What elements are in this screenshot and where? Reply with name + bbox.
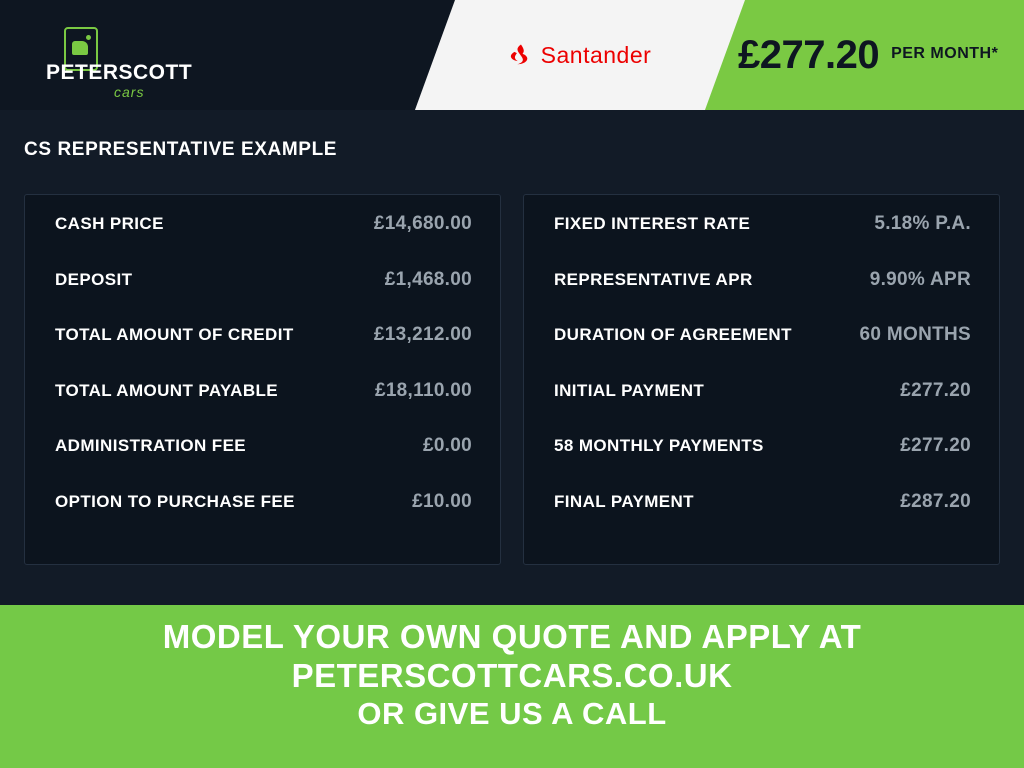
row-value: £287.20 xyxy=(900,490,971,512)
row-value: 9.90% APR xyxy=(869,268,971,290)
row-value: £13,212.00 xyxy=(373,324,472,345)
header xyxy=(0,0,1024,110)
row-value: £0.00 xyxy=(422,435,472,456)
table-row xyxy=(55,269,472,325)
table-row xyxy=(55,380,472,436)
monthly-price-period: PER MONTH* xyxy=(891,45,999,62)
row-label: CASH PRICE xyxy=(55,214,164,233)
row-value: £10.00 xyxy=(412,490,472,512)
call-to-action-banner[interactable] xyxy=(0,605,1024,768)
page-title: CS REPRESENTATIVE EXAMPLE xyxy=(24,139,338,160)
main-content xyxy=(0,110,1024,605)
row-label: DURATION OF AGREEMENT xyxy=(554,325,792,344)
table-row xyxy=(55,324,472,380)
table-row xyxy=(554,213,971,269)
table-row xyxy=(55,491,472,547)
row-label: DEPOSIT xyxy=(55,269,133,289)
dealer-logo[interactable] xyxy=(22,18,262,100)
row-label: FIXED INTEREST RATE xyxy=(554,214,751,233)
row-label: ADMINISTRATION FEE xyxy=(55,436,247,455)
row-value: 5.18% P.A. xyxy=(874,213,971,234)
lender-panel xyxy=(415,0,745,110)
cta-line-3: OR GIVE US A CALL xyxy=(357,695,667,731)
table-row xyxy=(554,491,971,547)
dealer-logo-text: PETERSCOTT xyxy=(46,61,193,84)
dealer-logo-subtext: cars xyxy=(114,84,145,100)
table-row xyxy=(55,435,472,491)
row-label: FINAL PAYMENT xyxy=(554,491,694,511)
cta-line-1: MODEL YOUR OWN QUOTE AND APPLY AT xyxy=(162,618,862,655)
row-label: INITIAL PAYMENT xyxy=(554,380,705,400)
monthly-price-amount: £277.20 xyxy=(737,32,880,77)
row-label: 58 MONTHLY PAYMENTS xyxy=(554,436,764,455)
row-label: OPTION TO PURCHASE FEE xyxy=(55,491,295,511)
table-row xyxy=(554,324,971,380)
row-value: £18,110.00 xyxy=(374,379,472,401)
cta-website[interactable]: PETERSCOTTCARS.CO.UK xyxy=(291,656,733,694)
table-row xyxy=(554,435,971,491)
row-label: REPRESENTATIVE APR xyxy=(554,269,753,289)
finance-table-right xyxy=(523,194,1000,565)
table-row xyxy=(554,380,971,436)
table-row xyxy=(554,269,971,325)
row-label: TOTAL AMOUNT PAYABLE xyxy=(55,380,279,400)
santander-flame-icon xyxy=(509,43,533,67)
row-value: £1,468.00 xyxy=(384,268,472,290)
row-value: 60 MONTHS xyxy=(859,324,971,345)
row-value: £14,680.00 xyxy=(373,213,472,234)
table-row xyxy=(55,213,472,269)
finance-tables xyxy=(24,194,1000,565)
lender-name: Santander xyxy=(540,41,652,68)
finance-table-left xyxy=(24,194,501,565)
row-value: £277.20 xyxy=(900,435,971,456)
row-label: TOTAL AMOUNT OF CREDIT xyxy=(55,325,294,344)
row-value: £277.20 xyxy=(900,379,971,401)
